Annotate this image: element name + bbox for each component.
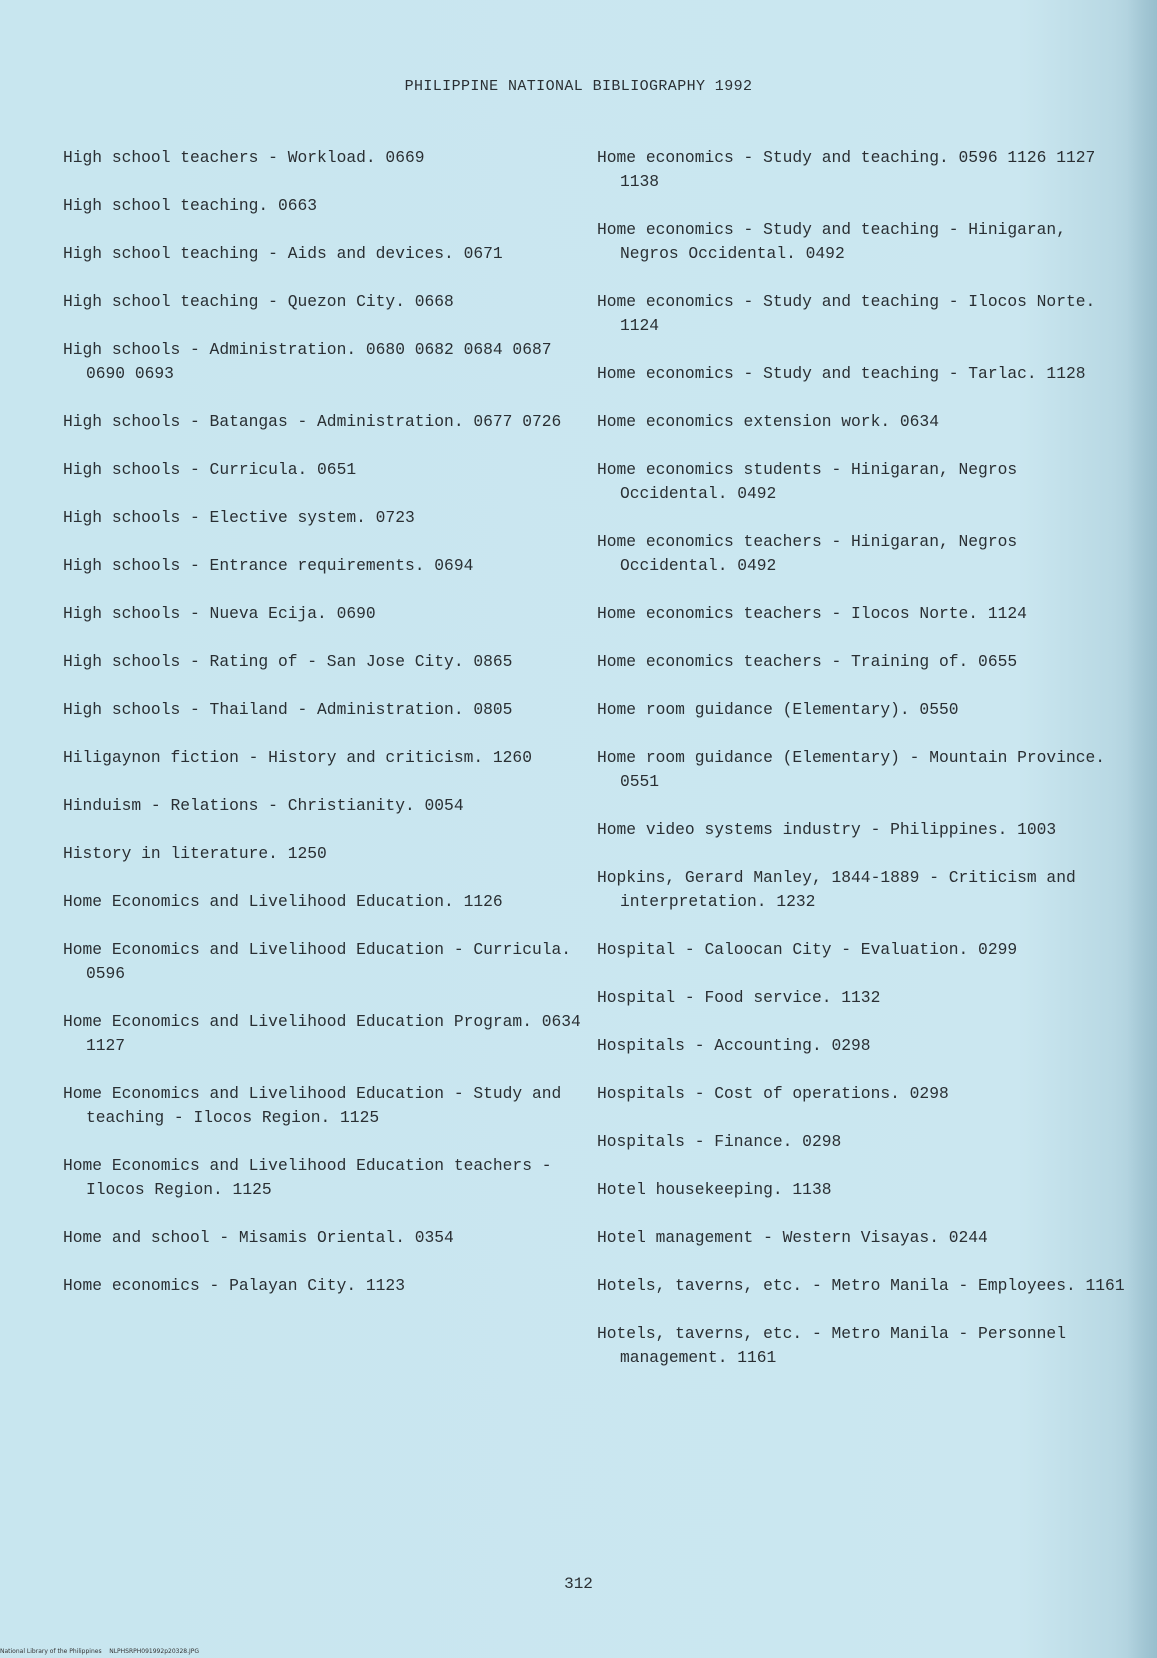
index-entry: High schools - Nueva Ecija. 0690 bbox=[63, 604, 376, 623]
index-entry: High schools - Elective system. 0723 bbox=[63, 508, 415, 527]
index-entry: Hotel management - Western Visayas. 0244 bbox=[597, 1228, 988, 1247]
index-entry: High school teachers - Workload. 0669 bbox=[63, 148, 425, 167]
right-column bbox=[597, 146, 1132, 1394]
index-entry: Hinduism - Relations - Christianity. 0054 bbox=[63, 796, 464, 815]
index-entry: Hospitals - Finance. 0298 bbox=[597, 1132, 842, 1151]
index-entry: High schools - Curricula. 0651 bbox=[63, 460, 357, 479]
index-entry: Home economics students - Hinigaran, Negros Occidental. 0492 bbox=[597, 460, 1018, 503]
index-entry: Hotels, taverns, etc. - Metro Manila - Employees. 1161 bbox=[597, 1276, 1125, 1295]
index-entry: Home economics - Palayan City. 1123 bbox=[63, 1276, 405, 1295]
index-entry: Home Economics and Livelihood Education - Study and teaching - Ilocos Region. 1125 bbox=[63, 1084, 562, 1127]
index-entry: Home economics teachers - Ilocos Norte. 1124 bbox=[597, 604, 1027, 623]
index-entry: High school teaching - Aids and devices. 0671 bbox=[63, 244, 503, 263]
footer-file: NLPHSRPH091992p20328.JPG bbox=[109, 1648, 200, 1655]
index-entry: Home economics - Study and teaching - Ilocos Norte. 1124 bbox=[597, 292, 1096, 335]
index-entry: High school teaching. 0663 bbox=[63, 196, 318, 215]
index-entry: Home room guidance (Elementary) - Mountain Province. 0551 bbox=[597, 748, 1106, 791]
index-entry: High schools - Entrance requirements. 0694 bbox=[63, 556, 474, 575]
page-header: PHILIPPINE NATIONAL BIBLIOGRAPHY 1992 bbox=[404, 78, 753, 95]
index-entry: Home economics teachers - Training of. 0655 bbox=[597, 652, 1018, 671]
index-entry: Home room guidance (Elementary). 0550 bbox=[597, 700, 959, 719]
page-number: 312 bbox=[564, 1575, 593, 1593]
index-entry: Home and school - Misamis Oriental. 0354 bbox=[63, 1228, 454, 1247]
index-entry: Hospitals - Accounting. 0298 bbox=[597, 1036, 871, 1055]
index-entry: High schools - Administration. 0680 0682 0684 0687 0690 0693 bbox=[63, 340, 552, 383]
footer-library: National Library of the Philippines bbox=[0, 1648, 102, 1655]
index-entry: Home video systems industry - Philippines. 1003 bbox=[597, 820, 1057, 839]
index-entry: Hospital - Food service. 1132 bbox=[597, 988, 881, 1007]
index-entry: Home economics teachers - Hinigaran, Negros Occidental. 0492 bbox=[597, 532, 1018, 575]
index-entry: Home Economics and Livelihood Education Program. 0634 1127 bbox=[63, 1012, 581, 1055]
index-entry: Hiligaynon fiction - History and criticism. 1260 bbox=[63, 748, 532, 767]
index-entry: Home economics - Study and teaching - Hinigaran, Negros Occidental. 0492 bbox=[597, 220, 1066, 263]
left-column bbox=[63, 146, 583, 1322]
index-entry: Home economics extension work. 0634 bbox=[597, 412, 939, 431]
index-entry: High schools - Thailand - Administration. 0805 bbox=[63, 700, 513, 719]
index-entry: High school teaching - Quezon City. 0668 bbox=[63, 292, 454, 311]
index-entry: Home Economics and Livelihood Education teachers - Ilocos Region. 1125 bbox=[63, 1156, 552, 1199]
index-entry: High schools - Batangas - Administration. 0677 0726 bbox=[63, 412, 562, 431]
index-entry: History in literature. 1250 bbox=[63, 844, 327, 863]
index-entry: Hotel housekeeping. 1138 bbox=[597, 1180, 832, 1199]
index-entry: Home economics - Study and teaching - Tarlac. 1128 bbox=[597, 364, 1086, 383]
index-entry: High schools - Rating of - San Jose City. 0865 bbox=[63, 652, 513, 671]
scan-footer bbox=[0, 1648, 199, 1655]
index-entry: Home Economics and Livelihood Education - Curricula. 0596 bbox=[63, 940, 572, 983]
index-entry: Hopkins, Gerard Manley, 1844-1889 - Criticism and interpretation. 1232 bbox=[597, 868, 1076, 911]
index-entry: Hospitals - Cost of operations. 0298 bbox=[597, 1084, 949, 1103]
index-entry: Home economics - Study and teaching. 0596 1126 1127 1138 bbox=[597, 148, 1096, 191]
index-entry: Hospital - Caloocan City - Evaluation. 0299 bbox=[597, 940, 1018, 959]
index-entry: Home Economics and Livelihood Education. 1126 bbox=[63, 892, 503, 911]
index-entry: Hotels, taverns, etc. - Metro Manila - Personnel management. 1161 bbox=[597, 1324, 1066, 1367]
